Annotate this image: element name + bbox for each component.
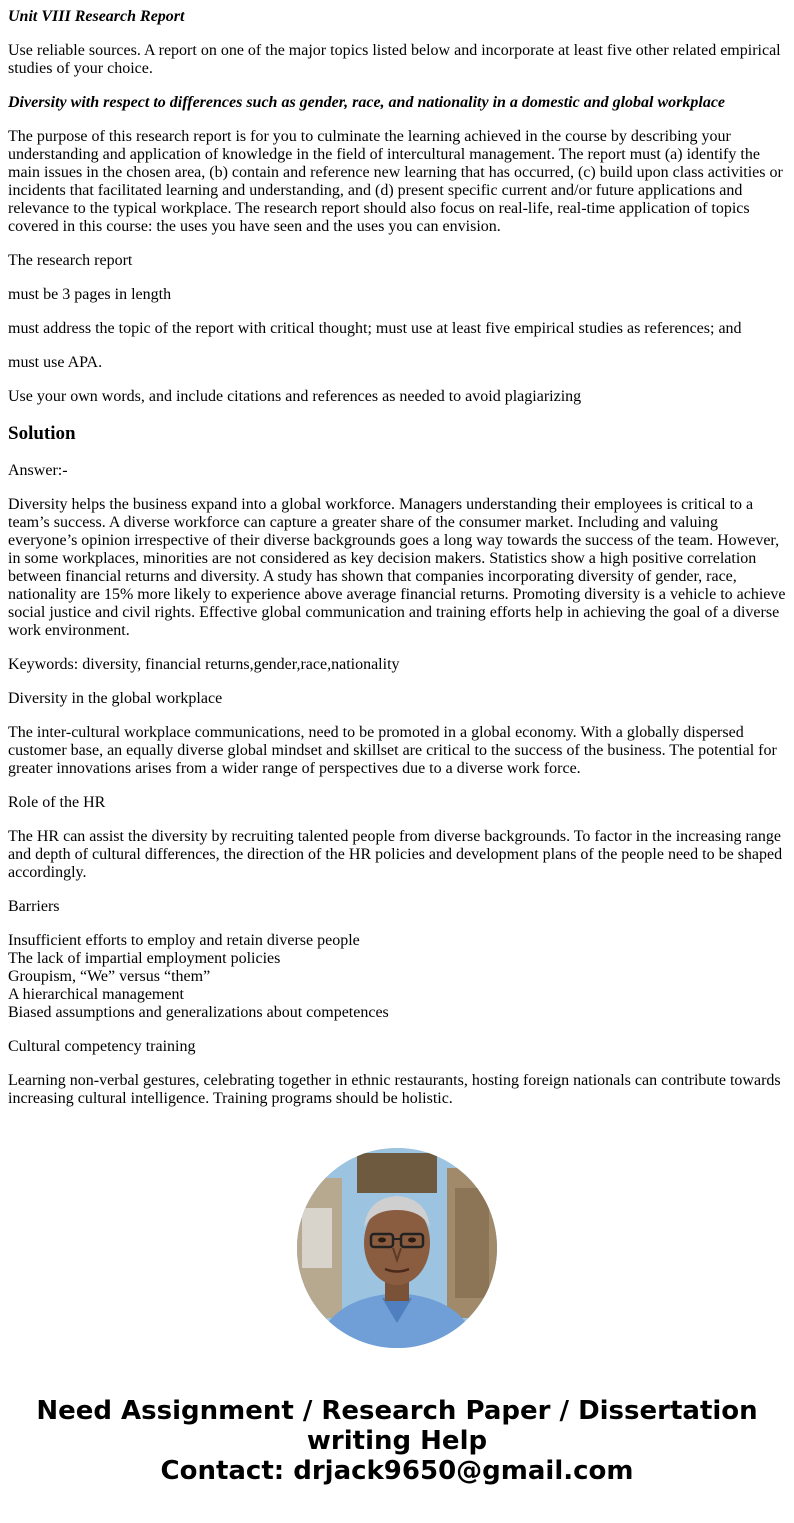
- promo-contact: Contact: drjack9650@gmail.com: [160, 1456, 634, 1486]
- author-photo-wrap: [8, 1148, 786, 1348]
- answer-label: Answer:-: [8, 462, 68, 479]
- requirement-length: must be 3 pages in length: [8, 286, 172, 303]
- barrier-item: Groupism, “We” versus “them”: [8, 968, 211, 985]
- barrier-item: A hierarchical management: [8, 986, 184, 1003]
- section-body-role-of-hr: The HR can assist the diversity by recruiting talented people from diverse backgrounds. To factor in the increasing range and depth of cultural differences, the direction of the HR policies and development plans of the people need to be shaped accordingly.: [8, 828, 783, 881]
- barriers-list: [8, 932, 786, 1022]
- barrier-item: The lack of impartial employment policies: [8, 950, 281, 967]
- promo-line: writing Help: [306, 1426, 488, 1456]
- section-body-cultural-training: Learning non-verbal gestures, celebrating together in ethnic restaurants, hosting foreign nationals can contribute towards increasing cultural intelligence. Training programs should be holistic.: [8, 1072, 781, 1107]
- question-title: Unit VIII Research Report: [8, 8, 185, 25]
- question-purpose: The purpose of this research report is for you to culminate the learning achieved in the course by describing your understanding and application of knowledge in the field of intercultural management. The report must (a) identify the main issues in the chosen area, (b) contain and reference new learning that has occurred, (c) build upon class activities or incidents that facilitated learning and understanding, and (d) present specific current and/or future applications and relevance to the typical workplace. The research report should also focus on real-life, real-time application of topics covered in this course: the uses you have seen and the uses you can envision.: [8, 128, 783, 235]
- requirement-apa: must use APA.: [8, 354, 103, 371]
- section-title-cultural-training: Cultural competency training: [8, 1038, 196, 1055]
- requirements-intro: The research report: [8, 252, 133, 269]
- author-photo: [297, 1148, 497, 1348]
- answer-keywords: Keywords: diversity, financial returns,gender,race,nationality: [8, 656, 400, 673]
- barrier-item: Biased assumptions and generalizations about competences: [8, 1004, 389, 1021]
- question-intro: Use reliable sources. A report on one of the major topics listed below and incorporate at least five other related empirical studies of your choice.: [8, 42, 781, 77]
- section-title-global-workplace: Diversity in the global workplace: [8, 690, 223, 707]
- section-body-global-workplace: The inter-cultural workplace communications, need to be promoted in a global economy. With a globally dispersed customer base, an equally diverse global mindset and skillset are critical to the success of the business. The potential for greater innovations arises from a wider range of perspectives due to a diverse work force.: [8, 724, 777, 777]
- section-title-role-of-hr: Role of the HR: [8, 794, 106, 811]
- question-topic: Diversity with respect to differences such as gender, race, and nationality in a domestic and global workplace: [8, 94, 726, 111]
- section-title-barriers: Barriers: [8, 898, 60, 915]
- question-closing: Use your own words, and include citations and references as needed to avoid plagiarizing: [8, 388, 582, 405]
- answer-abstract: Diversity helps the business expand into a global workforce. Managers understanding their employees is critical to a team’s success. A diverse workforce can capture a greater share of the consumer market. Including and valuing everyone’s opinion irrespective of their diverse backgrounds goes a long way towards the success of the team. However, in some workplaces, minorities are not considered as key decision makers. Statistics show a high positive correlation between financial returns and diversity. A study has shown that companies incorporating diversity of gender, race, nationality are 15% more likely to experience above average financial returns. Promoting diversity is a vehicle to achieve social justice and civil rights. Effective global communication and training efforts help in achieving the goal of a diverse work environment.: [8, 496, 786, 639]
- promo-banner: [8, 1396, 786, 1486]
- requirement-critical-thought: must address the topic of the report with critical thought; must use at least five empirical studies as references; and: [8, 320, 742, 337]
- solution-heading: Solution: [8, 423, 76, 444]
- promo-line: Need Assignment / Research Paper / Dissertation: [36, 1396, 758, 1426]
- author-portrait-image: [297, 1148, 497, 1348]
- barrier-item: Insufficient efforts to employ and retain diverse people: [8, 932, 360, 949]
